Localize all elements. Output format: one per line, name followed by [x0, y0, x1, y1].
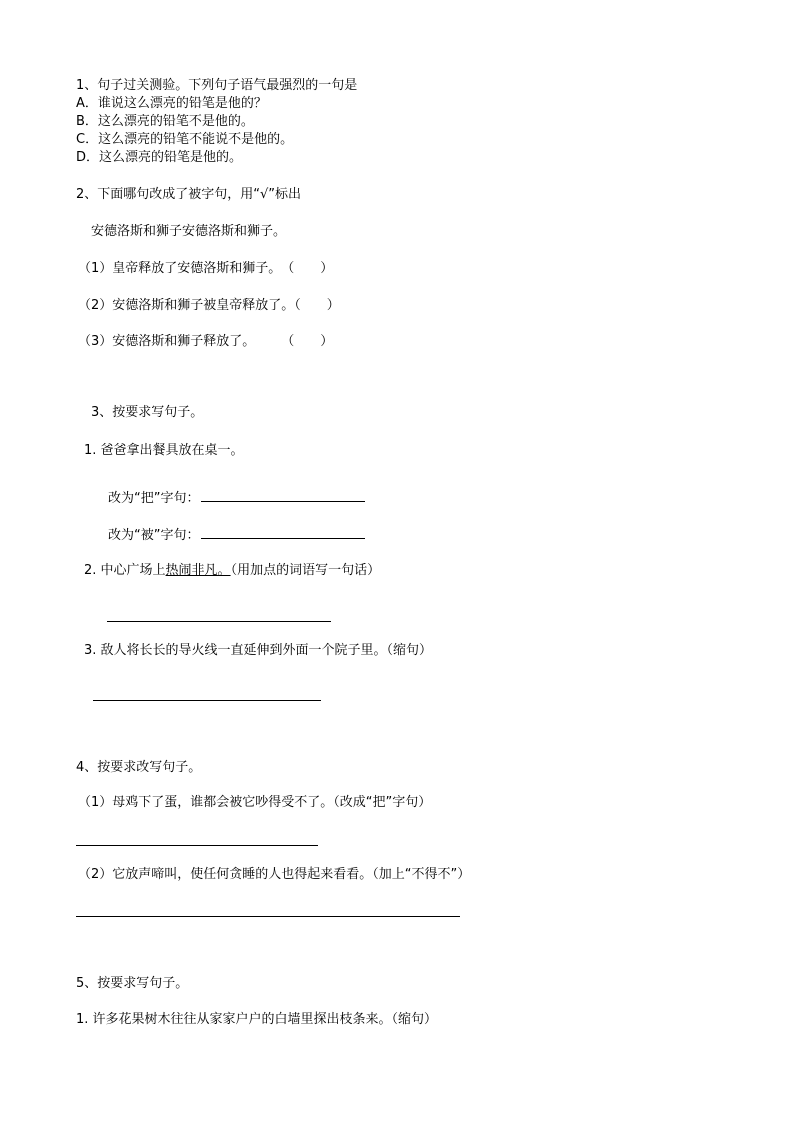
q5-title: 5、按要求写句子。 [76, 976, 189, 991]
q3-sentence-2-underlined: 热闹非凡。 [165, 563, 231, 578]
q4-title: 4、按要求改写句子。 [76, 760, 202, 775]
q3-ba-label: 改为“把”字句： [108, 491, 200, 506]
q3-sentence-2 [84, 563, 380, 579]
q2-base-sentence: 安德洛斯和狮子安德洛斯和狮子。 [91, 224, 287, 239]
q1-option-b: B．这么漂亮的铅笔不是他的。 [76, 114, 254, 129]
q3-title: 3、按要求写句子。 [91, 405, 204, 420]
q3-s2-answer-line[interactable] [107, 621, 331, 622]
q3-sentence-2-start: 2. 中心广场上 [84, 563, 166, 578]
q3-sentence-3: 3. 敌人将长长的导火线一直延伸到外面一个院子里。（缩句） [84, 643, 433, 658]
q2-item-2: （2）安德洛斯和狮子被皇帝释放了。（ ） [78, 298, 340, 313]
q2-title: 2、下面哪句改成了被字句，用“√”标出 [76, 187, 302, 202]
q4-sentence-1: （1）母鸡下了蛋，谁都会被它吵得受不了。（改成“把”字句） [78, 795, 432, 810]
q2-item-1: （1）皇帝释放了安德洛斯和狮子。 （ ） [78, 261, 334, 276]
q5-sentence-1: 1. 许多花果树木往往从家家户户的白墙里探出枝条来。（缩句） [76, 1012, 438, 1027]
q4-s1-answer-line[interactable] [76, 845, 318, 846]
q3-bei-label: 改为“被”字句： [108, 528, 200, 543]
q4-s2-answer-line[interactable] [76, 916, 460, 917]
q3-sentence-1: 1. 爸爸拿出餐具放在桌一。 [84, 443, 244, 458]
q4-sentence-2: （2）它放声啼叫，使任何贪睡的人也得起来看看。（加上“不得不”） [78, 867, 471, 882]
q3-ba-answer-blank[interactable] [201, 489, 365, 502]
q3-sentence-2-instruction: （用加点的词语写一句话） [230, 563, 381, 578]
q3-s3-answer-line[interactable] [93, 700, 321, 701]
q2-item-3: （3）安德洛斯和狮子释放了。 （ ） [78, 334, 334, 349]
q3-bei-line [108, 526, 365, 544]
q1-title: 1、句子过关测验。下列句子语气最强烈的一句是 [76, 78, 358, 93]
q1-option-d: D．这么漂亮的铅笔是他的。 [76, 150, 243, 165]
q1-option-a: A．谁说这么漂亮的铅笔是他的？ [76, 96, 267, 111]
q1-option-c: C．这么漂亮的铅笔不能说不是他的。 [76, 132, 294, 147]
q3-ba-line [108, 489, 365, 507]
q3-bei-answer-blank[interactable] [201, 526, 365, 539]
